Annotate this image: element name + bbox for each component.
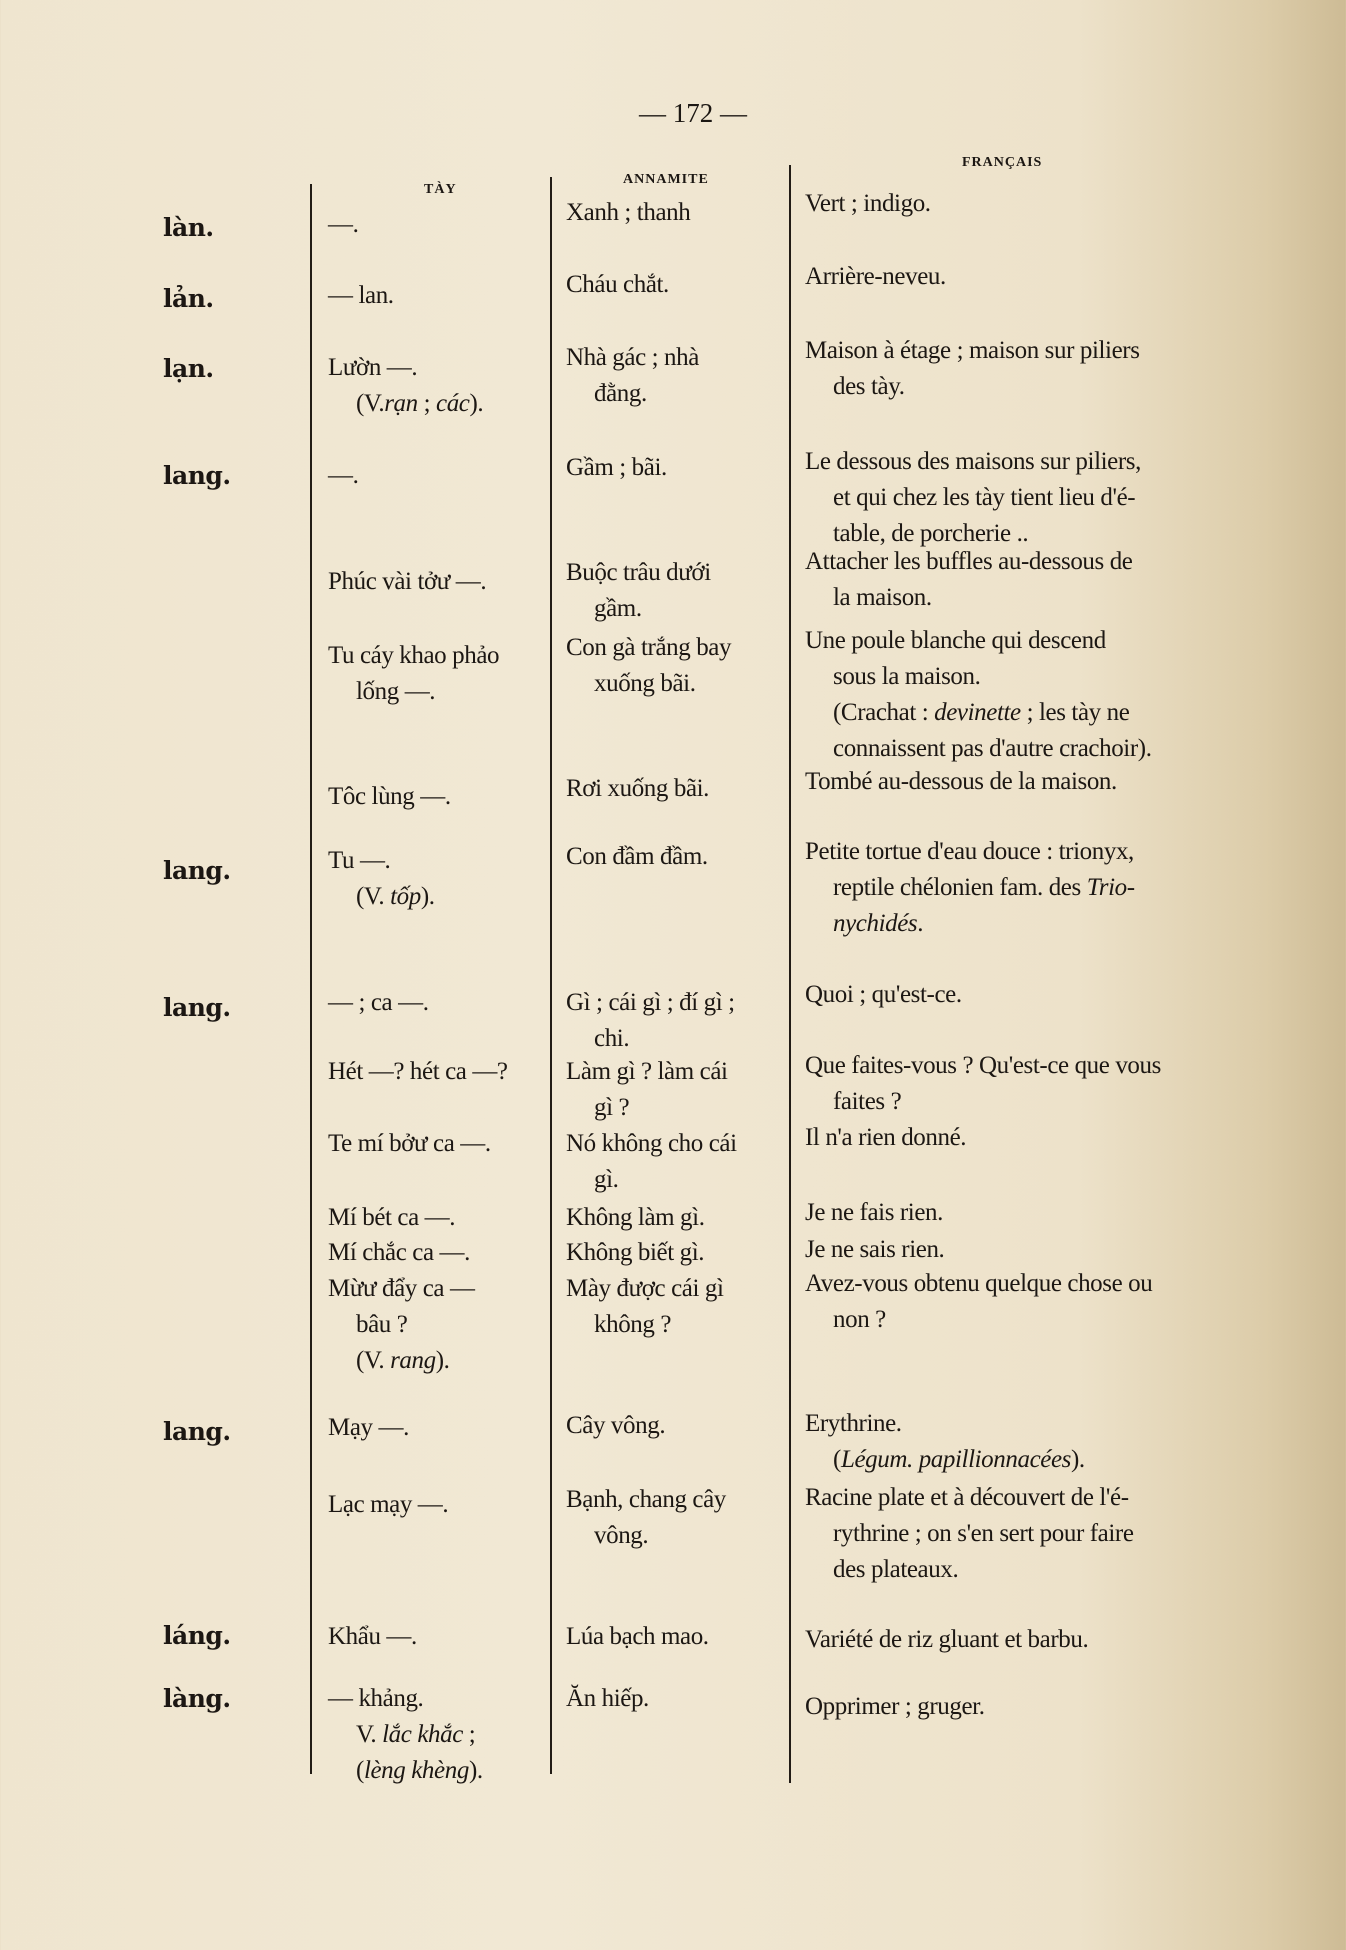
line: Erythrine. (805, 1410, 902, 1437)
headword: làn. (163, 213, 214, 242)
annamite-cell (566, 340, 699, 412)
french-cell (805, 1195, 943, 1231)
line: Buộc trâu dưới (566, 559, 711, 586)
column-divider-annamite (550, 177, 552, 1774)
tay-cell (328, 458, 358, 494)
text: (V. (356, 1347, 391, 1374)
line: Cây vông. (566, 1412, 666, 1439)
tay-cell (328, 1200, 455, 1236)
line: table, de porcherie .. (833, 520, 1029, 547)
line: Lúa bạch mao. (566, 1623, 709, 1650)
tay-cell (328, 1235, 470, 1271)
line: đằng. (594, 380, 647, 407)
line: Rơi xuống bãi. (566, 775, 710, 802)
tay-cell (328, 207, 358, 243)
tay-cell (328, 843, 435, 915)
line: Gì ; cái gì ; đí gì ; (566, 989, 735, 1016)
line: connaissent pas d'autre crachoir). (833, 735, 1152, 762)
tay-cell (328, 1487, 448, 1523)
tay-cell (328, 564, 486, 600)
annamite-cell (566, 1619, 709, 1655)
line: Mí chắc ca —. (328, 1239, 470, 1266)
annamite-cell (566, 985, 735, 1057)
headword: lang. (163, 993, 231, 1022)
annamite-cell (566, 630, 731, 702)
line: Mí bét ca —. (328, 1204, 456, 1231)
annamite-cell (566, 1681, 649, 1717)
column-header-tay: TÀY (424, 182, 457, 197)
line (328, 386, 483, 422)
headword: làng. (163, 1684, 231, 1713)
annamite-cell (566, 839, 708, 875)
text: V. (356, 1721, 383, 1748)
italic-text: rạn (384, 390, 418, 417)
line: Opprimer ; gruger. (805, 1693, 985, 1720)
line: Une poule blanche qui descend (805, 627, 1106, 654)
text: (V. (356, 883, 391, 910)
italic-text: các (436, 390, 470, 417)
french-cell (805, 444, 1141, 552)
line: Quoi ; qu'est-ce. (805, 981, 962, 1008)
line (328, 1343, 475, 1379)
italic-text: tốp (390, 883, 421, 910)
column-header-annamite: ANNAMITE (623, 172, 709, 187)
headword: lang. (163, 461, 231, 490)
line: —. (328, 462, 359, 489)
line: lống —. (356, 678, 436, 705)
line: la maison. (833, 584, 932, 611)
french-cell (805, 1622, 1088, 1658)
text: ). (469, 390, 484, 417)
line: — khảng. (328, 1685, 424, 1712)
italic-text: lèng khèng (363, 1757, 469, 1784)
line: Con gà trắng bay (566, 634, 732, 661)
headword: lang. (163, 1417, 231, 1446)
line: Maison à étage ; maison sur piliers (805, 337, 1140, 364)
line: faites ? (833, 1088, 902, 1115)
text: ; (417, 390, 436, 417)
line (328, 879, 435, 915)
headword: lản. (163, 284, 214, 313)
line: Ăn hiếp. (566, 1685, 649, 1712)
line: Tôc lùng —. (328, 783, 451, 810)
line: sous la maison. (833, 663, 981, 690)
line: Bạnh, chang cây (566, 1486, 726, 1513)
line: bâu ? (356, 1311, 408, 1338)
text: reptile chélonien fam. des (833, 874, 1087, 901)
tay-cell (328, 278, 394, 314)
line: Te mí bởư ca —. (328, 1130, 491, 1157)
annamite-cell (566, 1054, 728, 1126)
text: (V. (356, 390, 385, 417)
text: . (917, 910, 924, 937)
line: Hét —? hét ca —? (328, 1058, 508, 1085)
text: ; les tày ne (1020, 699, 1130, 726)
line: không ? (594, 1311, 672, 1338)
text: ). (420, 883, 435, 910)
french-cell (805, 623, 1152, 767)
line: — ; ca —. (328, 989, 429, 1016)
french-cell (805, 977, 962, 1013)
line: Il n'a rien donné. (805, 1124, 967, 1151)
column-divider-tay (310, 184, 312, 1774)
line: Lườn —. (328, 354, 418, 381)
italic-text: rang (390, 1347, 436, 1374)
french-cell (805, 1480, 1134, 1588)
line: Tu cáy khao phảo (328, 642, 500, 669)
text: ( (356, 1757, 364, 1784)
line: Nhà gác ; nhà (566, 344, 699, 371)
headword: lang. (163, 856, 231, 885)
line: des plateaux. (833, 1556, 959, 1583)
french-cell (805, 333, 1140, 405)
french-cell (805, 834, 1135, 942)
line: Lạc mạy —. (328, 1491, 449, 1518)
italic-text: Trio- (1086, 874, 1135, 901)
line: Variété de riz gluant et barbu. (805, 1626, 1089, 1653)
french-cell (805, 259, 946, 295)
line: rythrine ; on s'en sert pour faire (833, 1520, 1134, 1547)
text: (Crachat : (833, 699, 935, 726)
italic-text: nychidés (833, 910, 918, 937)
tay-cell (328, 1619, 417, 1655)
line: Je ne sais rien. (805, 1236, 945, 1263)
annamite-cell (566, 555, 711, 627)
annamite-cell (566, 771, 709, 807)
annamite-cell (566, 1271, 724, 1343)
line: Nó không cho cái (566, 1130, 737, 1157)
column-divider-francais (789, 165, 791, 1783)
annamite-cell (566, 450, 667, 486)
line: des tày. (833, 373, 905, 400)
text: ( (833, 1446, 841, 1473)
line: Không biết gì. (566, 1239, 705, 1266)
line: Mạy —. (328, 1414, 409, 1441)
line: Attacher les buffles au-dessous de (805, 548, 1133, 575)
line: Làm gì ? làm cái (566, 1058, 728, 1085)
line: Le dessous des maisons sur piliers, (805, 448, 1141, 475)
annamite-cell (566, 195, 690, 231)
line: Gầm ; bãi. (566, 454, 667, 481)
headword: láng. (163, 1621, 231, 1650)
annamite-cell (566, 1482, 726, 1554)
tay-cell (328, 1271, 475, 1379)
annamite-cell (566, 1126, 737, 1198)
annamite-cell (566, 1235, 704, 1271)
french-cell (805, 1232, 944, 1268)
line: vông. (594, 1522, 649, 1549)
line: Racine plate et à découvert de l'é- (805, 1484, 1129, 1511)
line: chi. (594, 1025, 630, 1052)
line: Mừư đẩy ca — (328, 1275, 475, 1302)
tay-cell (328, 638, 499, 710)
line: Tombé au-dessous de la maison. (805, 768, 1117, 795)
line: Tu —. (328, 847, 391, 874)
line (328, 1753, 483, 1789)
line (328, 1717, 483, 1753)
annamite-cell (566, 1408, 665, 1444)
column-header-francais: FRANÇAIS (962, 155, 1043, 170)
text: ). (1071, 1446, 1085, 1473)
line: Không làm gì. (566, 1204, 705, 1231)
line: Mày được cái gì (566, 1275, 724, 1302)
tay-cell (328, 350, 483, 422)
french-cell (805, 1266, 1152, 1338)
line (805, 870, 1135, 906)
french-cell (805, 186, 931, 222)
tay-cell (328, 779, 451, 815)
tay-cell (328, 1054, 508, 1090)
french-cell (805, 1048, 1161, 1120)
french-cell (805, 1689, 985, 1725)
italic-text: Légum. papillionnacées (840, 1446, 1071, 1473)
line: Vert ; indigo. (805, 190, 931, 217)
tay-cell (328, 1410, 409, 1446)
line: Je ne fais rien. (805, 1199, 943, 1226)
line: gầm. (594, 595, 642, 622)
french-cell (805, 1120, 966, 1156)
line: Cháu chắt. (566, 271, 669, 298)
line: et qui chez les tày tient lieu d'é- (833, 484, 1136, 511)
text: ). (435, 1347, 450, 1374)
italic-text: devinette (934, 699, 1021, 726)
tay-cell (328, 1681, 483, 1789)
tay-cell (328, 1126, 491, 1162)
french-cell (805, 764, 1117, 800)
line (805, 906, 1135, 942)
line: Petite tortue d'eau douce : trionyx, (805, 838, 1134, 865)
line: Que faites-vous ? Qu'est-ce que vous (805, 1052, 1161, 1079)
page-number: — 172 — (639, 98, 747, 128)
headword: lạn. (163, 354, 214, 383)
annamite-cell (566, 267, 669, 303)
line: Con đầm đầm. (566, 843, 708, 870)
line: Khẩu —. (328, 1623, 417, 1650)
line: —. (328, 211, 359, 238)
line (805, 1442, 1085, 1478)
text: ). (468, 1757, 483, 1784)
line: — lan. (328, 282, 394, 309)
french-cell (805, 1406, 1085, 1478)
line: Xanh ; thanh (566, 199, 691, 226)
line: non ? (833, 1306, 886, 1333)
annamite-cell (566, 1200, 705, 1236)
line: xuống bãi. (594, 670, 696, 697)
tay-cell (328, 985, 429, 1021)
italic-text: lắc khắc (382, 1721, 463, 1748)
line: Arrière-neveu. (805, 263, 946, 290)
line: Phúc vài tởư —. (328, 568, 487, 595)
line: gì ? (594, 1094, 630, 1121)
french-cell (805, 544, 1133, 616)
line: gì. (594, 1166, 619, 1193)
line (805, 695, 1152, 731)
line: Avez-vous obtenu quelque chose ou (805, 1270, 1153, 1297)
text: ; (462, 1721, 476, 1748)
